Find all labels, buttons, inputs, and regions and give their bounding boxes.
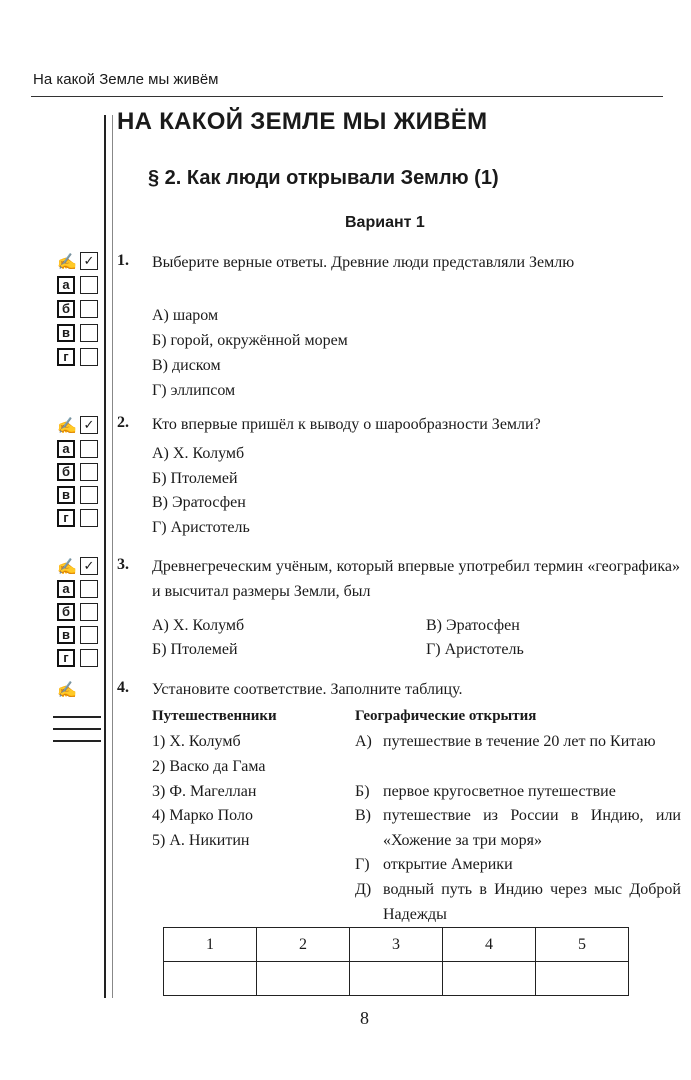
page-number: 8 <box>360 1008 369 1028</box>
answer-box[interactable] <box>80 324 98 342</box>
table-header-row <box>164 928 629 962</box>
answer-box[interactable] <box>80 300 98 318</box>
option: Г) Аристотель <box>152 519 250 536</box>
table-answer-cell[interactable] <box>443 962 536 996</box>
table-header-cell: 1 <box>164 928 257 962</box>
answer-letter-g: г <box>57 649 75 667</box>
option: Б) горой, окружённой морем <box>152 332 348 349</box>
discovery-text: путешествие в течение 20 лет по Китаю <box>383 733 656 750</box>
variant-label: Вариант 1 <box>345 214 425 231</box>
pencil-icon: ✍ <box>57 559 77 576</box>
check-box[interactable]: ✓ <box>80 557 98 575</box>
traveller-item: 4) Марко Поло <box>152 807 253 824</box>
answer-letter-v: в <box>57 486 75 504</box>
option: А) Х. Колумб <box>152 617 245 634</box>
pencil-icon: ✍ <box>57 682 77 699</box>
answer-letter-b: б <box>57 463 75 481</box>
question-text: Древнегреческим учёным, который впервые употребил термин «географика» и высчитал размеры Земли, был <box>152 558 680 600</box>
answer-box[interactable] <box>80 348 98 366</box>
question-number: 1. <box>117 252 129 269</box>
traveller-item: 3) Ф. Магеллан <box>152 783 257 800</box>
answer-box[interactable] <box>80 440 98 458</box>
answer-box[interactable] <box>80 580 98 598</box>
pencil-icon: ✍ <box>57 254 77 271</box>
option: А) шаром <box>152 307 219 324</box>
discovery-letter: Г) <box>355 856 370 873</box>
question-text: Выберите верные ответы. Древние люди представляли Землю <box>152 254 575 271</box>
option: Б) Птолемей <box>152 641 238 658</box>
paragraph-title: § 2. Как люди открывали Землю (1) <box>148 167 499 189</box>
check-box[interactable]: ✓ <box>80 416 98 434</box>
question-number: 2. <box>117 414 129 431</box>
discovery-text: открытие Америки <box>383 856 513 873</box>
traveller-item: 5) А. Никитин <box>152 832 250 849</box>
table-answer-row <box>164 962 629 996</box>
answer-box[interactable] <box>80 486 98 504</box>
option: А) Х. Колумб <box>152 445 245 462</box>
traveller-item: 2) Васко да Гама <box>152 758 266 775</box>
margin-rule-thin <box>112 115 113 998</box>
discovery-letter: Д) <box>355 881 372 898</box>
answer-box[interactable] <box>80 463 98 481</box>
header-rule <box>31 96 663 97</box>
option: Г) эллипсом <box>152 382 236 399</box>
option: Б) Птолемей <box>152 470 238 487</box>
answer-letter-g: г <box>57 348 75 366</box>
question-number: 3. <box>117 556 129 573</box>
answer-table <box>163 927 629 996</box>
running-header: На какой Земле мы живём <box>33 71 219 88</box>
discovery-text: водный путь в Индию через мыс Доброй Надежды <box>383 881 681 923</box>
answer-letter-b: б <box>57 603 75 621</box>
discovery-text: путешествие из России в Индию, или «Хожение за три моря» <box>383 807 681 849</box>
discovery-letter: Б) <box>355 783 370 800</box>
answer-letter-v: в <box>57 324 75 342</box>
answer-box[interactable] <box>80 649 98 667</box>
discovery-letter: А) <box>355 733 372 750</box>
discovery-letter: В) <box>355 807 371 824</box>
discovery-text: первое кругосветное путешествие <box>383 783 616 800</box>
table-header-cell: 4 <box>443 928 536 962</box>
answer-line[interactable] <box>53 740 101 742</box>
section-title: НА КАКОЙ ЗЕМЛЕ МЫ ЖИВЁМ <box>117 108 488 135</box>
discoveries-header: Географические открытия <box>355 708 537 724</box>
answer-letter-a: а <box>57 580 75 598</box>
option: В) Эратосфен <box>426 617 520 634</box>
answer-letter-g: г <box>57 509 75 527</box>
pencil-icon: ✍ <box>57 418 77 435</box>
traveller-item: 1) Х. Колумб <box>152 733 241 750</box>
option: В) диском <box>152 357 221 374</box>
table-answer-cell[interactable] <box>536 962 629 996</box>
table-answer-cell[interactable] <box>257 962 350 996</box>
table-header-cell: 5 <box>536 928 629 962</box>
travellers-header: Путешественники <box>152 708 277 724</box>
answer-line[interactable] <box>53 716 101 718</box>
answer-letter-a: а <box>57 276 75 294</box>
answer-letter-a: а <box>57 440 75 458</box>
answer-box[interactable] <box>80 276 98 294</box>
answer-box[interactable] <box>80 626 98 644</box>
answer-line[interactable] <box>53 728 101 730</box>
answer-box[interactable] <box>80 509 98 527</box>
option: Г) Аристотель <box>426 641 524 658</box>
table-header-cell: 3 <box>350 928 443 962</box>
question-text: Установите соответствие. Заполните таблицу. <box>152 681 463 698</box>
check-box[interactable]: ✓ <box>80 252 98 270</box>
table-answer-cell[interactable] <box>164 962 257 996</box>
table-header-cell: 2 <box>257 928 350 962</box>
question-number: 4. <box>117 679 129 696</box>
table-answer-cell[interactable] <box>350 962 443 996</box>
question-text: Кто впервые пришёл к выводу о шарообразности Земли? <box>152 416 541 433</box>
answer-letter-b: б <box>57 300 75 318</box>
option: В) Эратосфен <box>152 494 246 511</box>
margin-rule <box>104 115 106 998</box>
answer-box[interactable] <box>80 603 98 621</box>
answer-letter-v: в <box>57 626 75 644</box>
